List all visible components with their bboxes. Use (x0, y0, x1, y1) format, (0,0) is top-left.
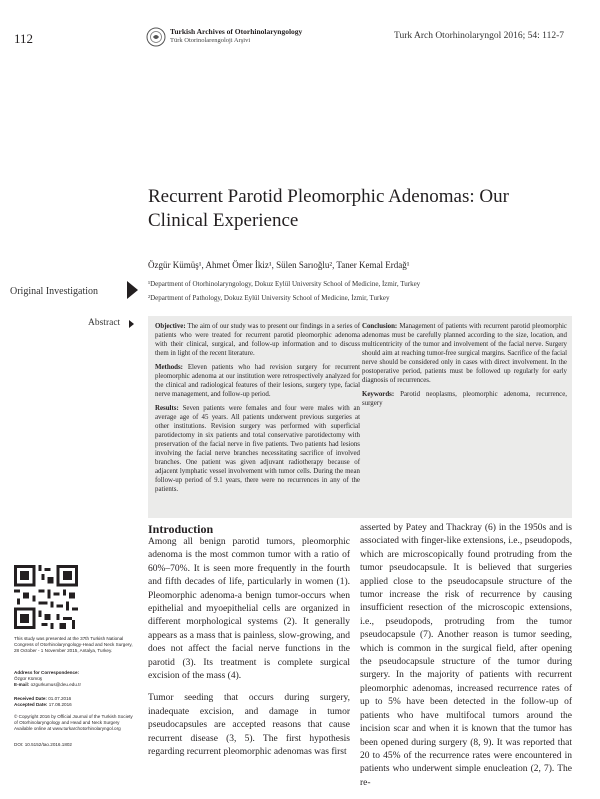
abstract-results: Results: Seven patients were females and four were males with an average age of 45 years. All patients underwent previous surgeries at other institutions. Revision surgery was performed with superficial parotidectomy in six patients and total conservative parotidectomy with preservation of the facial nerve in five patients. Two patients had lesions involving the facial nerve branches necessitating sacrifice of involved branches. One patient was given adjuvant radiotherapy because of adjacent lymphatic vessel involvement with tumor cells. During the mean follow-up period of 9.1 years, there were no recurrences in any of the patients. (155, 405, 360, 493)
doi: DOI: 10.5152/tao.2016.1802 (14, 742, 72, 747)
author-list: Özgür Kümüş¹, Ahmet Ömer İkiz¹, Sülen Sarıoğlu², Taner Kemal Erdağ¹ (148, 260, 410, 270)
journal-citation: Turk Arch Otorhinolaryngol 2016; 54: 112-7 (393, 31, 564, 41)
affiliation-1: ¹Department of Otorhinolaryngology, Dokuz Eylül University School of Medicine, İzmir, Turkey (148, 280, 421, 288)
qr-code-icon (14, 565, 78, 629)
abstract-column-left (155, 322, 360, 499)
body-column-left (148, 536, 350, 769)
abstract-objective: Objective: The aim of our study was to present our findings in a series of patients who were treated for recurrent parotid pleomorphic adenoma with their clinical, surgical, and follow-up information and to discuss them in light of the recent literature. (155, 323, 360, 357)
body-column-right (360, 522, 572, 799)
journal-subtitle: Türk Otorinolarengoloji Arşivi (170, 37, 251, 44)
correspondence: Address for Correspondence: Özgür Kümüş E-mail: ozgurkumus@deu.edu.tr (14, 670, 81, 687)
abstract-keywords: Keywords: Parotid neoplasms, pleomorphic adenoma, recurrence, surgery (362, 391, 567, 407)
section-label: Original Investigation (10, 286, 99, 297)
journal-name: Turkish Archives of Otorhinolaryngology (170, 27, 303, 36)
abstract-methods: Methods: Eleven patients who had revision surgery for recurrent pleomorphic adenoma at our institution were retrospectively analyzed for the clinical and radiological features of their lesions, surgery type, facial nerve management, and follow-up period. (155, 364, 361, 398)
section-arrow-icon (127, 281, 138, 299)
received-date: Received Date: 01.07.2016 Accepted Date: 17.08.2016 (14, 696, 72, 707)
page-number: 112 (14, 31, 34, 46)
abstract-box (148, 316, 572, 518)
introduction-heading: Introduction (148, 522, 214, 536)
intro-paragraph-2: Tumor seeding that occurs during surgery, inadequate excision, and damage in tumor pseudocapsules are accepted reasons that cause recurrent disease (3, 5). The first hypothesis regarding recurrent pleomorphic adenomas was first (148, 693, 350, 758)
affiliation-2: ²Department of Pathology, Dokuz Eylül University School of Medicine, İzmir, Turkey (148, 294, 390, 302)
presentation-note: This study was presented at the 37th Turkish National Congress of Otorhinolaryngology-Head and Neck Surgery, 28 October - 1 November 2015, Antalya, Turkey. (14, 636, 133, 653)
abstract-label: Abstract (88, 318, 121, 328)
intro-paragraph-1: Among all benign parotid tumors, pleomorphic adenoma is the most common tumor with a ratio of 60%–70%. It is seen more frequently in the fourth and fifth decades of life, particularly in women (1). Pleomorphic adenoma-a benign tumor-occurs when epithelial and myoepithelial cells are organized in different morphological systems (2). It generally appears as a mass that is painless, slow-growing, and does not affect the facial nerve functions in the parotid (3). Its treatment is complete surgical excision of the mass (4). (148, 537, 350, 682)
abstract-arrow-icon (129, 320, 134, 328)
journal-logo-icon (146, 27, 166, 47)
abstract-column-right (362, 322, 567, 413)
abstract-conclusion: Conclusion: Management of patients with recurrent parotid pleomorphic adenomas must be carefully planned according to the size, location, and multicentricity of the tumor and involvement of the facial nerve. Surgery should aim at reaching tumor-free surgical margins. Sacrifice of the facial nerve should be considered only in cases with direct involvement. In the postoperative period, patients must be followed up regularly for early diagnosis of recurrences. (362, 323, 567, 384)
copyright-note: © Copyright 2016 by Official Journal of the Turkish Society of Otorhinolaryngology and Head and Neck Surgery Available online at www.turkarchotorhinolaryngol.org (14, 714, 133, 731)
article-title: Recurrent Parotid Pleomorphic Adenomas: Our Clinical Experience (148, 186, 509, 231)
intro-paragraph-2-continued: asserted by Patey and Thackray (6) in the 1950s and is associated with finger-like extensions, i.e., pseudopods, which are microscopically found protruding from the tumor pseudocapsule. It is believed that surgeries applied close to the pseudocapsule structure of the tumor increase the risk of recurrence by causing insufficient resection of the microscopic extensions, i.e., pseudopods, protruding from the tumor pseudocapsule (7). Another reason is tumor seeding, which is common in the surgical field, after opening the pseudocapsule structure of the tumor during surgery. In the majority of patients with recurrent pleomorphic adenomas, increased recurrence rates of up to 5% have been detected in the follow-up of patients who have multifocal tumors around the incision scar and when it is known that the tumor has been opened during surgery (8, 9). It was reported that 20 to 45% of the recurrence rates were encountered in patients who underwent simple enucleation (2, 7). The re- (360, 523, 572, 788)
